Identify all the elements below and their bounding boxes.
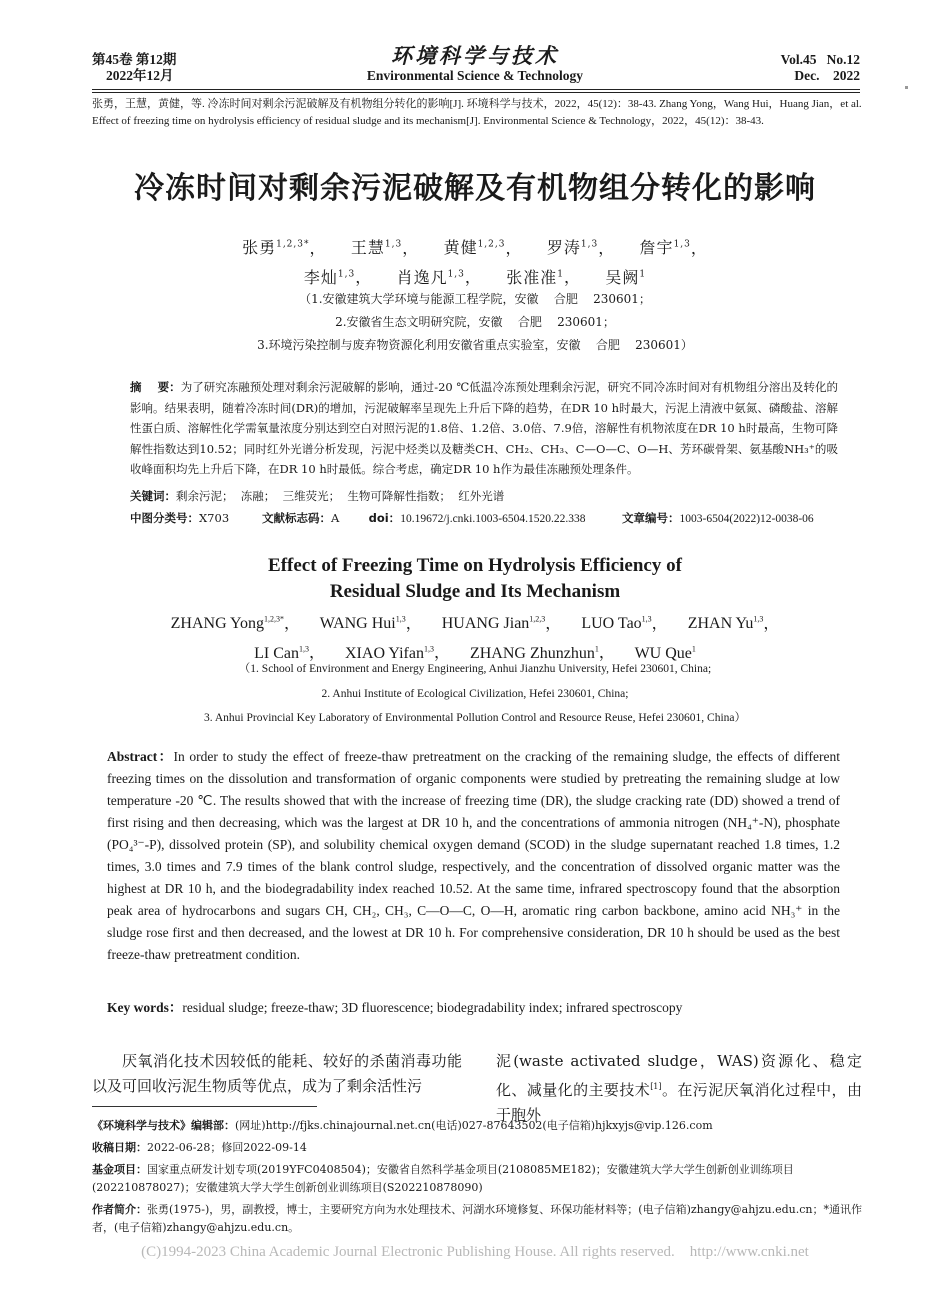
title-cn: 冷冻时间对剩余污泥破解及有机物组分转化的影响: [134, 171, 816, 206]
classification-line: [130, 508, 838, 529]
body-right-text: 泥(waste activated sludge，WAS)资源化、稳定化、减量化的主要技术: [496, 1052, 862, 1099]
abstract-en-label: Abstract: [107, 749, 158, 764]
author-en: WU Que$^1$: [634, 644, 696, 662]
abstract-cn-text: 为了研究冻融预处理对剩余污泥破解的影响，通过-20 ℃低温冷冻预处理剩余污泥，研究不同冷冻时间对有机物组分溶出及转化的影响。结果表明，随着冷冻时间(DR)的增加，污泥破解率呈现先上升后下降的趋势，在DR 10 h时最大，污泥上清液中氨氮、磷酸盐、溶解性蛋白质、溶解性化学需氧量浓度分别达到空白对照污泥的1.8倍、1.2倍、3.0倍、7.9倍，溶解性有机物浓度在DR 10 h时最高，生物可降解性指数达到10.52；同时红外光谱分析发现，污泥中烃类以及糖类CH、CH₂、CH₃、C—O—C、O—H、芳环碳骨架、氨基酸NH₃⁺的吸收峰面积均先上升后下降，在DR 10 h时最低。综合考虑，确定DR 10 h作为最佳冻融预处理条件。: [130, 380, 838, 476]
body-left-column: 厌氧消化技术因较低的能耗、较好的杀菌消毒功能以及可回收污泥生物质等优点，成为了剩余活性污: [92, 1052, 462, 1095]
copyright-watermark: (C)1994-2023 China Academic Journal Electronic Publishing House. All rights reserved. http://www.cnki.net: [141, 1244, 809, 1260]
author-cn: 罗涛$^{1,3}$: [546, 238, 599, 258]
affiliations-cn: [60, 288, 890, 357]
keywords-en-text: residual sludge; freeze-thaw; 3D fluorescence; biodegradability index; infrared spectroscopy: [182, 1000, 683, 1015]
margin-mark: [905, 86, 908, 89]
affiliations-en: [60, 657, 890, 731]
author-en: HUANG Jian$^{1,2,3}$: [441, 615, 546, 633]
keywords-cn-label: 关键词：: [130, 489, 176, 503]
author-cn: 肖逸凡$^{1,3}$: [396, 267, 465, 287]
author-en: ZHANG Yong$^{1,2,3*}$: [170, 615, 285, 633]
author-en: LUO Tao$^{1,3}$: [581, 615, 652, 633]
author-cn: 张勇$^{1,2,3*}$: [242, 238, 310, 258]
author-en: ZHANG Zhunzhun$^1$: [469, 644, 599, 662]
footnote-funding: 基金项目：国家重点研发计划专项(2019YFC0408504)；安徽省自然科学基金项目(2108085ME182)；安徽建筑大学大学生创新创业训练项目(202210878027)；安徽建筑大学大学生创新创业训练项目(S202210878090): [92, 1163, 794, 1194]
reference-marker[interactable]: [1]: [650, 1082, 662, 1091]
header-rule-thick: [92, 89, 860, 90]
date-en: Dec. 2022: [794, 68, 860, 83]
affiliation-en: （1. School of Environment and Energy Engineering, Anhui Jianzhu University, Hefei 230601, China;: [238, 663, 712, 675]
doc-code: 文献标志码：A: [262, 511, 340, 525]
author-cn: 张准准$^1$: [506, 267, 565, 287]
author-cn: 吴阙$^1$: [605, 267, 647, 287]
journal-masthead: [300, 44, 650, 84]
header-rule-thin: [92, 92, 860, 93]
author-en: XIAO Yifan$^{1,3}$: [345, 644, 434, 662]
journal-logo: 环境科学与技术: [391, 43, 559, 68]
footnote-editorial: 《环境科学与技术》编辑部：(网址)http://fjks.chinajournal.net.cn(电话)027-87643502(电子信箱)hjkxyjs@vip.126.com: [92, 1119, 713, 1132]
keywords-cn-text: 剩余污泥； 冻融； 三维荧光； 生物可降解性指数； 红外光谱: [176, 489, 505, 503]
footnote-rule: [92, 1106, 317, 1107]
author-cn: 李灿$^{1,3}$: [303, 267, 356, 287]
citation: 张勇，王慧，黄健，等. 冷冻时间对剩余污泥破解及有机物组分转化的影响[J]. 环境科学与技术，2022，45(12)：38-43. Zhang Yong，Wang Hui，Huang Jian，et al. Effect of freezing time on hydrolysis efficiency of residual sludge and its mechanism[J]. Environmental Science & Technology，2022，45(12)：38-43.: [92, 98, 862, 127]
affiliation-cn: 3.环境污染控制与废弃物资源化利用安徽省重点实验室，安徽 合肥 230601）: [257, 338, 693, 352]
keywords-en-label: Key words: [107, 1000, 169, 1015]
abstract-cn: [130, 377, 838, 480]
volume-cn: 第45卷 第12期: [92, 52, 177, 67]
author-en: WANG Hui$^{1,3}$: [319, 615, 406, 633]
article-number: 文章编号：1003-6504(2022)12-0038-06: [622, 511, 814, 525]
authors-en-line1: ZHANG Yong$^{1,2,3*}$， WANG Hui$^{1,3}$， HUANG Jian$^{1,2,3}$， LUO Tao$^{1,3}$， ZHAN Yu$^{1,3}$，: [170, 615, 780, 633]
keywords-cn: [130, 486, 838, 506]
date-cn: 2022年12月: [106, 68, 174, 83]
author-cn: 詹宇$^{1,3}$: [639, 238, 691, 258]
clc-code: 中图分类号：X703: [130, 511, 230, 525]
authors-en-line2: LI Can$^{1,3}$， XIAO Yifan$^{1,3}$， ZHANG Zhunzhun$^1$， WU Que$^1$: [254, 644, 696, 662]
title-en-line2: Residual Sludge and Its Mechanism: [329, 581, 621, 602]
author-cn: 黄健$^{1,2,3}$: [443, 238, 506, 258]
volume-en: Vol.45 No.12: [780, 52, 860, 67]
authors-cn-line1: 张勇$^{1,2,3*}$， 王慧$^{1,3}$， 黄健$^{1,2,3}$， 罗涛$^{1,3}$， 詹宇$^{1,3}$，: [242, 238, 708, 258]
author-cn: 王慧$^{1,3}$: [350, 238, 403, 258]
footnote-received: 收稿日期：2022-06-28；修回2022-09-14: [92, 1141, 307, 1154]
footnote-author-bio: 作者简介：张勇(1975-)，男，副教授，博士，主要研究方向为水处理技术、河湖水环境修复、环保功能材料等；(电子信箱)zhangy@ahjzu.edu.cn；*通讯作者，(电子信箱)zhangy@ahjzu.edu.cn。: [92, 1203, 862, 1234]
author-en: ZHAN Yu$^{1,3}$: [687, 615, 764, 633]
authors-cn-line2: 李灿$^{1,3}$， 肖逸凡$^{1,3}$， 张准准$^1$， 吴阙$^1$: [303, 267, 647, 287]
issue-info-cn: [92, 52, 252, 84]
authors-cn: [60, 232, 890, 291]
keywords-en: Key words：residual sludge; freeze-thaw; 3D fluorescence; biodegradability index; infrared spectroscopy: [107, 1000, 683, 1015]
journal-name-en: Environmental Science & Technology: [366, 68, 584, 83]
affiliation-en: 3. Anhui Provincial Key Laboratory of Environmental Pollution Control and Resource Reuse, Hefei 230601, China）: [204, 712, 746, 724]
affiliation-en: 2. Anhui Institute of Ecological Civilization, Hefei 230601, China;: [321, 687, 629, 700]
abstract-en: Abstract：In order to study the effect of freeze-thaw pretreatment on the cracking of the remaining sludge, the effects of different freezing times on the dissolution and transformation of organic components were studied by pretreating the remaining sludge at low temperature -20 ℃. The results showed that with the increase of freezing time (DR), the sludge cracking rate (DD) showed a trend of first rising and then decreasing, which was the largest at DR 10 h, and the concentrations of ammonia nitrogen (NH₄⁺-N), phosphate (PO₄³⁻-P), dissolved protein (SP), and solubility chemical oxygen demand (SCOD) in the sludge supernatant reached 1.8 times, 1.2 times, 3.0 times and 7.9 times of the blank control sludge, respectively, and the concentration of dissolved organic matter was the highest at DR 10 h, and the biodegradability index reached 10.52. At the same time, infrared spectroscopy found that the absorption peak area of hydrocarbons and sugars CH, CH₂, CH₃, C—O—C, O—H, aromatic ring carbon backbone, amino acid NH₃⁺ in the sludge rose first and then decreased, and the lowest at DR 10 h. For comprehensive consideration, DR 10 h should be used as the best freeze-thaw pretreatment condition.: [107, 749, 841, 962]
body-right-text-cont: 。在污泥厌氧消化过程中，由于胞外: [496, 1081, 862, 1124]
abstract-cn-label: 摘 要：: [130, 380, 181, 394]
title-en: [100, 553, 850, 605]
abstract-en-text: In order to study the effect of freeze-thaw pretreatment on the cracking of the remaining sludge, the effects of different freezing times on the dissolution and transformation of organic components were studied by pretreating the remaining sludge at low temperature -20 ℃. The results showed that with the increase of freezing time (DR), the sludge cracking rate (DD) showed a trend of first rising and then decreasing, which was the largest at DR 10 h, and the concentrations of ammonia nitrogen (NH₄⁺-N), phosphate (PO₄³⁻-P), dissolved protein (SP), and solubility chemical oxygen demand (SCOD) in the sludge supernatant reached 1.8 times, 1.2 times, 3.0 times and 7.9 times of the blank control sludge, respectively, and the concentration of dissolved organic matter was the highest at DR 10 h, and the biodegradability index reached 10.52. At the same time, infrared spectroscopy found that the absorption peak area of hydrocarbons and sugars CH, CH₂, CH₃, C—O—C, O—H, aromatic ring carbon backbone, amino acid NH₃⁺ in the sludge rose first and then decreased, and the lowest at DR 10 h. For comprehensive consideration, DR 10 h should be used as the best freeze-thaw pretreatment condition.: [107, 749, 841, 962]
title-en-line1: Effect of Freezing Time on Hydrolysis Efficiency of: [268, 555, 682, 576]
issue-info-en: [760, 52, 860, 84]
affiliation-cn: （1.安徽建筑大学环境与能源工程学院，安徽 合肥 230601；: [299, 292, 651, 306]
doi: doi：10.19672/j.cnki.1003-6504.1520.22.338: [368, 511, 586, 525]
affiliation-cn: 2.安徽省生态文明研究院，安徽 合肥 230601；: [335, 315, 615, 329]
author-en: LI Can$^{1,3}$: [254, 644, 309, 662]
